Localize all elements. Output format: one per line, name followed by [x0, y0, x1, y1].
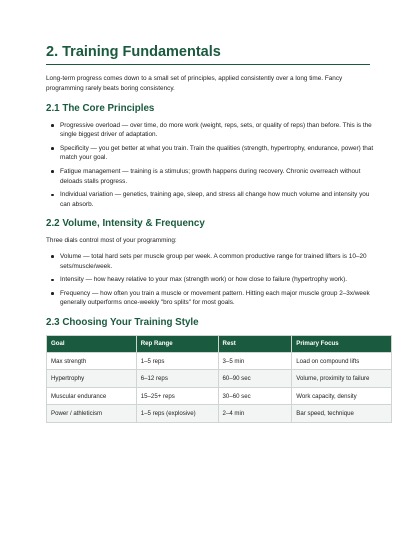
table-cell: Volume, proximity to failure	[292, 370, 392, 388]
training-style-table	[46, 335, 392, 423]
list-item-text: Volume — total hard sets per muscle group per week. A common productive range for trained lifters is 10–20 sets/muscle/week.	[60, 252, 367, 270]
dials-list	[46, 252, 375, 308]
bullet-icon	[51, 279, 54, 282]
subsection-title-core-principles: 2.1 The Core Principles	[46, 102, 155, 114]
list-item-text: Fatigue management — training is a stimulus; growth happens during recovery. Chronic overreach without deloads stalls progress.	[60, 167, 361, 185]
table-cell: Bar speed, technique	[292, 405, 392, 423]
table-cell: Max strength	[47, 352, 137, 370]
list-item-text: Specificity — you get better at what you train. Train the qualities (strength, hypertrophy, endurance, power) that match your goal.	[60, 144, 374, 162]
table-cell: 15–25+ reps	[136, 387, 218, 405]
subsection-title-volume-intensity: 2.2 Volume, Intensity & Frequency	[46, 218, 205, 230]
column-header-primary-focus: Primary Focus	[292, 335, 392, 352]
table-row	[47, 352, 392, 370]
table-cell: 2–4 min	[218, 405, 292, 423]
table-cell: 60–90 sec	[218, 370, 292, 388]
table-row	[47, 370, 392, 388]
table-cell: 6–12 reps	[136, 370, 218, 388]
list-item	[60, 167, 375, 186]
table-row	[47, 387, 392, 405]
list-item	[60, 252, 375, 271]
bullet-icon	[51, 194, 54, 197]
bullet-icon	[51, 170, 54, 173]
table-cell: 3–5 min	[218, 352, 292, 370]
table-cell: 1–5 reps	[136, 352, 218, 370]
table-cell: Hypertrophy	[47, 370, 137, 388]
table-cell: 30–60 sec	[218, 387, 292, 405]
list-item-text: Individual variation — genetics, training age, sleep, and stress all change how much volume and intensity you can absorb.	[60, 191, 370, 208]
list-item	[60, 121, 375, 140]
column-header-goal: Goal	[47, 335, 137, 352]
column-header-rep-range: Rep Range	[136, 335, 218, 352]
list-item-text: Intensity — how heavy relative to your max (strength work) or how close to failure (hypertrophy work).	[60, 276, 347, 284]
table-cell: Muscular endurance	[47, 387, 137, 405]
table-row	[47, 405, 392, 423]
list-item	[60, 289, 375, 308]
core-principles-list	[46, 121, 375, 210]
table-header-row	[47, 335, 392, 352]
bullet-icon	[51, 255, 54, 258]
table-cell: Work capacity, density	[292, 387, 392, 405]
bullet-icon	[51, 124, 54, 127]
table-cell: 1–5 reps (explosive)	[136, 405, 218, 423]
lead-paragraph: Three dials control most of your programming:	[46, 237, 177, 245]
bullet-icon	[51, 147, 54, 150]
list-item	[60, 275, 375, 285]
list-item	[60, 190, 375, 209]
subsection-title-training-style: 2.3 Choosing Your Training Style	[46, 316, 199, 328]
table-cell: Load on compound lifts	[292, 352, 392, 370]
section-heading: 2. Training Fundamentals	[46, 44, 370, 65]
list-item	[60, 144, 375, 163]
bullet-icon	[51, 292, 54, 295]
intro-paragraph: Long-term progress comes down to a small set of principles, applied consistently over a long time. Fancy programming rarely beats boring consistency.	[46, 75, 343, 92]
list-item-text: Progressive overload — over time, do more work (weight, reps, sets, or quality of reps) than before. This is the single biggest driver of adaptation.	[60, 121, 372, 139]
column-header-rest: Rest	[218, 335, 292, 352]
table-cell: Power / athleticism	[47, 405, 137, 423]
list-item-text: Frequency — how often you train a muscle or movement pattern. Hitting each major muscle group 2–3x/week generally outperforms once-weekly "bro splits" for most goals.	[60, 289, 370, 307]
